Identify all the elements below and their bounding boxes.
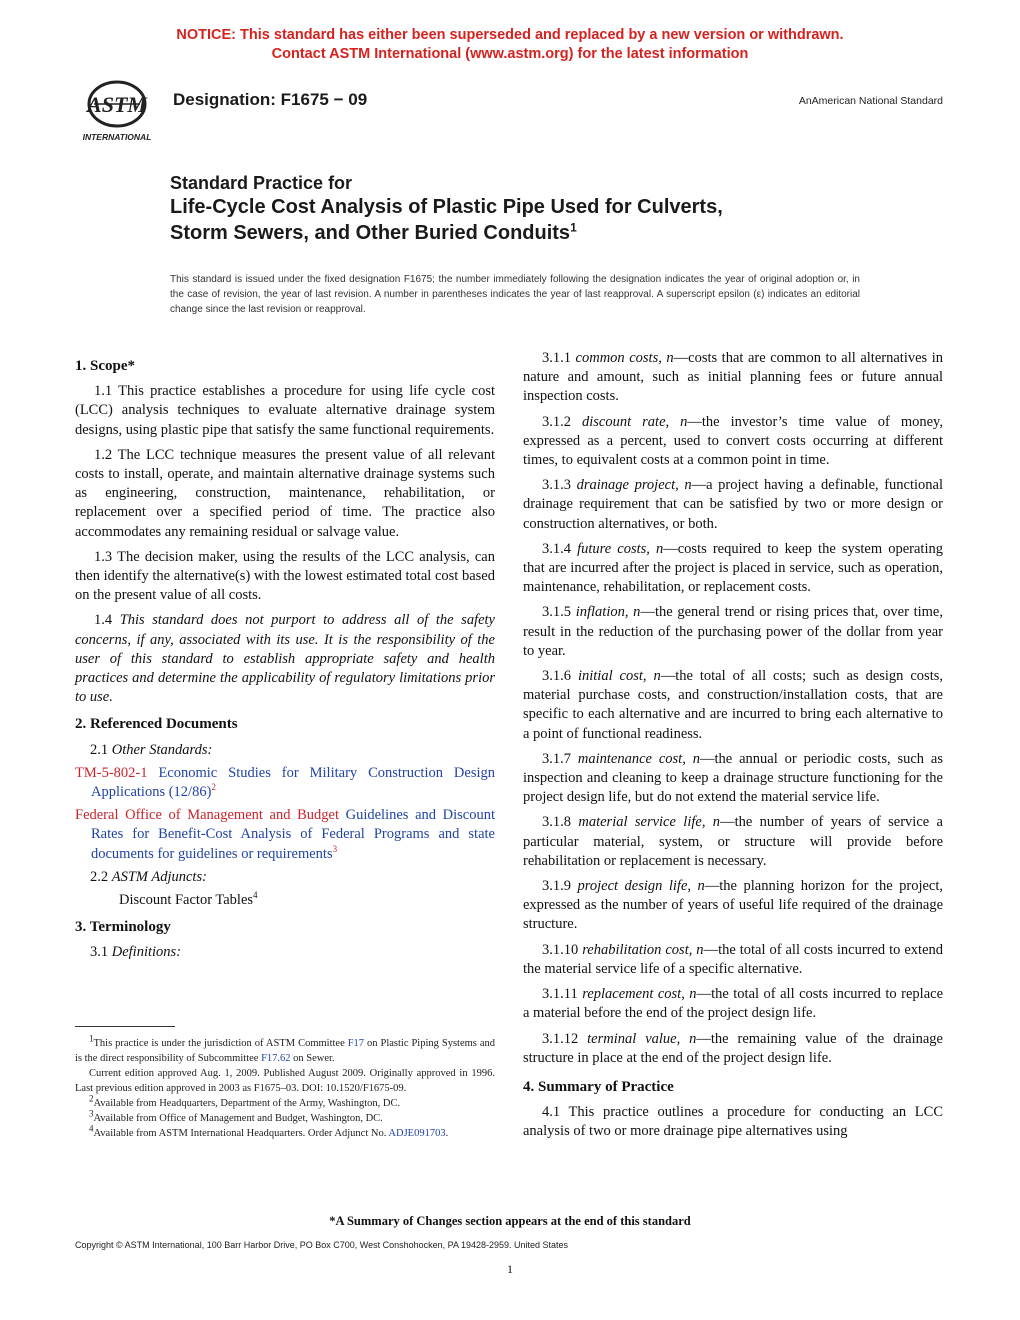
section-1-2: 1.2 The LCC technique measures the present value of all relevant costs to install, operate, and maintain alternative drainage systems such as engineering, construction, maintenance, rehabilitation, or replacement over a specified period of time. The practice also accommodates any remaining residual or salvage value. bbox=[75, 446, 495, 540]
section-1-1: 1.1 This practice establishes a procedure for using life cycle cost (LCC) analysis techniques to evaluate alternative drainage system designs, using plastic pipe that satisfy the same functional requirements. bbox=[75, 383, 495, 438]
definition-item: 3.1.8 material service life, n—the number of years of service a particular material, system, or structure will provide before rehabilitation or replacement is necessary. bbox=[523, 814, 943, 869]
astm-logo bbox=[72, 76, 162, 146]
definition-item: 3.1.10 rehabilitation cost, n—the total of all costs incurred to extend the material service life of a specific alternative. bbox=[523, 941, 944, 977]
definition-item: 3.1.11 replacement cost, n—the total of all costs incurred to replace a material before the end of the project design life. bbox=[523, 986, 944, 1022]
footnote-4: $^4$Available from ASTM International Headquarters. Order Adjunct No. ADJE091703. bbox=[89, 1123, 449, 1139]
issuance-note: This standard is issued under the fixed designation F1675; the number immediately following the designation indicates the year of original adoption or, in the case of revision, the year of last revision. A number in parentheses indicates the year of last reapproval. A superscript epsilon (ε) indicates an editorial change since the last revision or reapproval. bbox=[170, 274, 860, 315]
section-2-1: 2.1 Other Standards: bbox=[90, 741, 213, 758]
reference-omb-guidelines[interactable]: Federal Office of Management and Budget Guidelines and Discount Rates for Benefit-Cost Analysis of Federal Programs and state documents for guidelines or requirements$^3$ bbox=[75, 807, 495, 862]
adjunct-number-link[interactable]: ADJE091703 bbox=[388, 1128, 446, 1139]
definition-item: 3.1.6 initial cost, n—the total of all costs; such as design costs, material purchase costs, and construction/installation costs, that are specific to each alternative and are incurred to bring each alternative to a point of functional readiness. bbox=[523, 668, 944, 742]
notice-line-2: Contact ASTM International (www.astm.org) for the latest information bbox=[271, 46, 749, 62]
logo-sub-text: INTERNATIONAL bbox=[82, 132, 152, 142]
summary-of-changes-note: *A Summary of Changes section appears at the end of this standard bbox=[329, 1214, 691, 1228]
section-2-2: 2.2 ASTM Adjuncts: bbox=[90, 868, 207, 885]
subcommittee-f17-62-link[interactable]: F17.62 bbox=[261, 1053, 291, 1064]
footnotes bbox=[75, 1033, 495, 1141]
definition-item: 3.1.1 common costs, n—costs that are common to all alternatives in nature and amount, such as initial planning fees or future annual inspection costs. bbox=[523, 350, 943, 405]
footnote-2: $^2$Available from Headquarters, Department of the Army, Washington, DC. bbox=[89, 1093, 401, 1109]
definition-item: 3.1.4 future costs, n—costs required to keep the system operating that are incurred after the project is placed in service, such as operation, maintenance, rehabilitation, or replacement costs. bbox=[523, 540, 943, 596]
footnote-1-approval: Current edition approved Aug. 1, 2009. Published August 2009. Originally approved in 1996. Last previous edition approved in 2003 as F1675–03. DOI: 10.1520/F1675-09. bbox=[75, 1068, 495, 1094]
definition-item: 3.1.9 project design life, n—the planning horizon for the project, expressed as the number of years of useful life required of the drainage structure. bbox=[523, 878, 944, 933]
definitions-list bbox=[523, 349, 943, 1068]
notice-line-1: NOTICE: This standard has either been superseded and replaced by a new version or withdrawn. bbox=[176, 27, 844, 43]
section-1-3: 1.3 The decision maker, using the results of the LCC analysis, can then identify the alternative(s) with the lowest estimated total cost based on the present value of all costs. bbox=[75, 548, 495, 604]
designation: Designation: F1675 − 09 bbox=[173, 90, 368, 109]
referenced-documents-heading: 2. Referenced Documents bbox=[75, 716, 238, 733]
committee-f17-link[interactable]: F17 bbox=[347, 1038, 365, 1049]
document-title bbox=[170, 172, 890, 246]
section-1-4: 1.4 This standard does not purport to address all of the safety concerns, if any, associated with its use. It is the responsibility of the user of this standard to establish appropriate safety and health practices and determine the applicability of regulatory limitations prior to use. bbox=[75, 612, 495, 706]
definition-item: 3.1.2 discount rate, n—the investor’s time value of money, expressed as a percent, used to convert costs occurring at different times, to equivalent costs at a common point in time. bbox=[523, 413, 943, 469]
definition-item: 3.1.12 terminal value, n—the remaining value of the drainage structure in place at the end of the project design life. bbox=[523, 1030, 943, 1066]
logo-text: ASTM bbox=[87, 92, 147, 117]
right-column bbox=[523, 349, 943, 1148]
footnote-divider bbox=[75, 1026, 175, 1027]
definition-item: 3.1.3 drainage project, n—a project having a definable, functional drainage requirement that can be satisfied by two or more design or construction alternatives, or both. bbox=[523, 477, 944, 532]
title-line-1: Life-Cycle Cost Analysis of Plastic Pipe Used for Culverts, bbox=[170, 196, 723, 218]
left-column bbox=[75, 349, 495, 967]
national-standard-label: AnAmerican National Standard bbox=[798, 95, 943, 107]
scope-heading: 1. Scope* bbox=[75, 358, 135, 374]
copyright-line: Copyright © ASTM International, 100 Barr Harbor Drive, PO Box C700, West Conshohocken, PA 19428-2959. United States bbox=[75, 1240, 569, 1250]
summary-heading: 4. Summary of Practice bbox=[523, 1078, 674, 1095]
footnote-1: $^1$This practice is under the jurisdiction of ASTM Committee F17 on Plastic Piping Systems and is the direct responsibility of Subcommittee F17.62 on Sewer. bbox=[75, 1033, 495, 1064]
title-prefix: Standard Practice for bbox=[170, 173, 353, 193]
terminology-heading: 3. Terminology bbox=[75, 919, 171, 936]
definition-item: 3.1.5 inflation, n—the general trend or rising prices that, over time, result in the reduction of the purchasing power of the dollar from year to year. bbox=[523, 604, 943, 659]
section-4-1: 4.1 This practice outlines a procedure for conducting an LCC analysis of two or more drainage pipe alternatives using bbox=[523, 1104, 943, 1140]
reference-tm-5-802-1[interactable]: TM-5-802-1 Economic Studies for Military Construction Design Applications $(12/86)^2$ bbox=[75, 764, 495, 801]
title-footnote-mark[interactable]: 1 bbox=[570, 220, 577, 235]
page-number: 1 bbox=[507, 1262, 513, 1276]
title-line-2: Storm Sewers, and Other Buried Conduits$^1$ bbox=[170, 220, 577, 244]
adjunct-discount-factor-tables: Discount Factor Tables$^4$ bbox=[119, 890, 258, 909]
definition-item: 3.1.7 maintenance cost, n—the annual or periodic costs, such as inspection and cleaning to keep a drainage structure functioning for the project design life, but do not extend the material service life. bbox=[523, 750, 944, 806]
footnote-3: $^3$Available from Office of Management and Budget, Washington, DC. bbox=[89, 1108, 383, 1124]
withdrawal-notice bbox=[0, 26, 1020, 64]
section-3-1: 3.1 Definitions: bbox=[90, 944, 182, 961]
